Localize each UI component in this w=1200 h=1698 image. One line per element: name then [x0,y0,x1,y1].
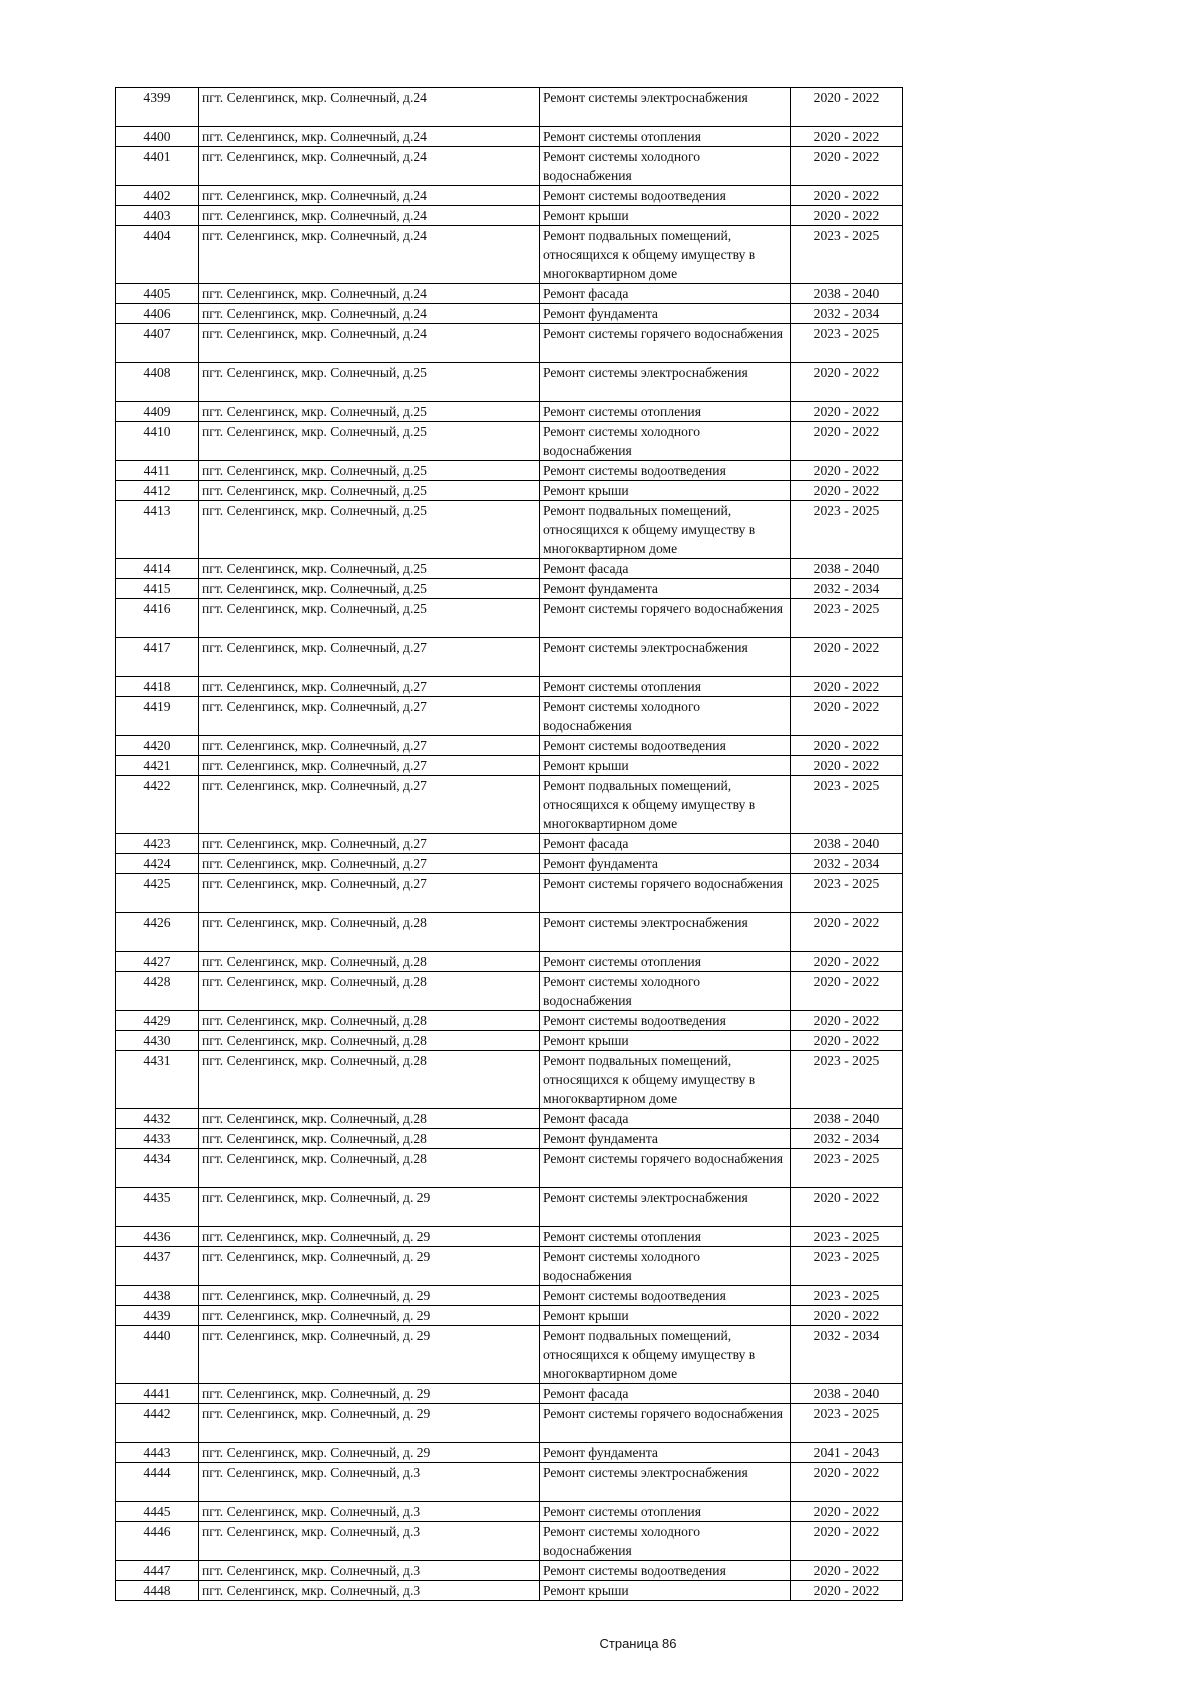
row-address: пгт. Селенгинск, мкр. Солнечный, д.27 [199,834,540,854]
row-number: 4419 [116,697,199,736]
row-work-type: Ремонт фундамента [540,854,791,874]
row-period: 2032 - 2034 [791,304,903,324]
row-address: пгт. Селенгинск, мкр. Солнечный, д.25 [199,481,540,501]
row-number: 4405 [116,284,199,304]
row-number: 4399 [116,88,199,127]
table-row [116,579,903,599]
row-work-type: Ремонт системы горячего водоснабжения [540,1149,791,1188]
row-work-type: Ремонт системы водоотведения [540,1286,791,1306]
row-period: 2023 - 2025 [791,1149,903,1188]
row-number: 4416 [116,599,199,638]
table-row [116,1011,903,1031]
row-work-type: Ремонт фасада [540,559,791,579]
table-row [116,913,903,952]
table-row [116,422,903,461]
table-row [116,186,903,206]
row-address: пгт. Селенгинск, мкр. Солнечный, д.24 [199,127,540,147]
row-period: 2020 - 2022 [791,736,903,756]
row-work-type: Ремонт системы горячего водоснабжения [540,1404,791,1443]
row-address: пгт. Селенгинск, мкр. Солнечный, д.24 [199,304,540,324]
row-address: пгт. Селенгинск, мкр. Солнечный, д.27 [199,874,540,913]
table-row [116,1188,903,1227]
row-number: 4401 [116,147,199,186]
row-work-type: Ремонт фундамента [540,1443,791,1463]
row-number: 4417 [116,638,199,677]
row-work-type: Ремонт подвальных помещений, относящихся к общему имуществу в многоквартирном доме [540,226,791,284]
row-address: пгт. Селенгинск, мкр. Солнечный, д.28 [199,952,540,972]
row-number: 4445 [116,1502,199,1522]
table-row [116,127,903,147]
row-number: 4429 [116,1011,199,1031]
row-address: пгт. Селенгинск, мкр. Солнечный, д.24 [199,186,540,206]
row-work-type: Ремонт фасада [540,284,791,304]
row-period: 2038 - 2040 [791,559,903,579]
row-work-type: Ремонт фундамента [540,304,791,324]
row-number: 4423 [116,834,199,854]
row-address: пгт. Селенгинск, мкр. Солнечный, д.25 [199,579,540,599]
row-number: 4430 [116,1031,199,1051]
row-address: пгт. Селенгинск, мкр. Солнечный, д.3 [199,1463,540,1502]
row-work-type: Ремонт крыши [540,1581,791,1601]
row-work-type: Ремонт системы холодного водоснабжения [540,972,791,1011]
row-work-type: Ремонт системы отопления [540,1227,791,1247]
row-work-type: Ремонт системы водоотведения [540,1561,791,1581]
table-row [116,874,903,913]
row-address: пгт. Селенгинск, мкр. Солнечный, д.25 [199,363,540,402]
table-row [116,736,903,756]
row-work-type: Ремонт крыши [540,1031,791,1051]
row-period: 2020 - 2022 [791,88,903,127]
row-period: 2038 - 2040 [791,1384,903,1404]
table-row [116,1404,903,1443]
row-number: 4422 [116,776,199,834]
row-period: 2023 - 2025 [791,1051,903,1109]
row-number: 4426 [116,913,199,952]
row-work-type: Ремонт системы горячего водоснабжения [540,874,791,913]
row-address: пгт. Селенгинск, мкр. Солнечный, д.24 [199,284,540,304]
row-number: 4439 [116,1306,199,1326]
table-row [116,206,903,226]
row-number: 4431 [116,1051,199,1109]
row-number: 4410 [116,422,199,461]
row-period: 2020 - 2022 [791,186,903,206]
table-row [116,284,903,304]
row-number: 4437 [116,1247,199,1286]
table-row [116,147,903,186]
row-period: 2023 - 2025 [791,501,903,559]
row-work-type: Ремонт фасада [540,1109,791,1129]
row-number: 4448 [116,1581,199,1601]
row-number: 4438 [116,1286,199,1306]
table-row [116,1522,903,1561]
row-address: пгт. Селенгинск, мкр. Солнечный, д.28 [199,1031,540,1051]
row-address: пгт. Селенгинск, мкр. Солнечный, д.24 [199,206,540,226]
row-period: 2038 - 2040 [791,1109,903,1129]
table-row [116,834,903,854]
row-period: 2020 - 2022 [791,952,903,972]
row-address: пгт. Селенгинск, мкр. Солнечный, д. 29 [199,1306,540,1326]
row-address: пгт. Селенгинск, мкр. Солнечный, д.3 [199,1502,540,1522]
row-period: 2023 - 2025 [791,226,903,284]
row-work-type: Ремонт системы отопления [540,952,791,972]
row-number: 4404 [116,226,199,284]
row-work-type: Ремонт системы электроснабжения [540,363,791,402]
row-address: пгт. Селенгинск, мкр. Солнечный, д.3 [199,1561,540,1581]
row-number: 4433 [116,1129,199,1149]
row-work-type: Ремонт подвальных помещений, относящихся к общему имуществу в многоквартирном доме [540,1051,791,1109]
row-work-type: Ремонт системы холодного водоснабжения [540,422,791,461]
table-row [116,461,903,481]
table-row [116,756,903,776]
row-address: пгт. Селенгинск, мкр. Солнечный, д.27 [199,697,540,736]
row-period: 2023 - 2025 [791,1247,903,1286]
row-address: пгт. Селенгинск, мкр. Солнечный, д.3 [199,1522,540,1561]
row-address: пгт. Селенгинск, мкр. Солнечный, д.28 [199,972,540,1011]
row-number: 4400 [116,127,199,147]
row-period: 2020 - 2022 [791,756,903,776]
table-row [116,1326,903,1384]
table-row [116,1581,903,1601]
row-work-type: Ремонт системы электроснабжения [540,88,791,127]
row-address: пгт. Селенгинск, мкр. Солнечный, д.27 [199,638,540,677]
row-work-type: Ремонт системы отопления [540,677,791,697]
row-address: пгт. Селенгинск, мкр. Солнечный, д.28 [199,1011,540,1031]
table-row [116,697,903,736]
table-row [116,1149,903,1188]
table-row [116,1463,903,1502]
row-address: пгт. Селенгинск, мкр. Солнечный, д.24 [199,226,540,284]
row-address: пгт. Селенгинск, мкр. Солнечный, д.25 [199,599,540,638]
row-number: 4415 [116,579,199,599]
row-number: 4428 [116,972,199,1011]
row-work-type: Ремонт системы водоотведения [540,461,791,481]
row-address: пгт. Селенгинск, мкр. Солнечный, д.24 [199,147,540,186]
row-number: 4403 [116,206,199,226]
table-row [116,1247,903,1286]
row-address: пгт. Селенгинск, мкр. Солнечный, д.24 [199,324,540,363]
row-period: 2020 - 2022 [791,972,903,1011]
row-work-type: Ремонт системы электроснабжения [540,1188,791,1227]
table-row [116,501,903,559]
row-number: 4421 [116,756,199,776]
table-row [116,1561,903,1581]
table-row [116,1227,903,1247]
row-period: 2020 - 2022 [791,461,903,481]
row-address: пгт. Селенгинск, мкр. Солнечный, д. 29 [199,1286,540,1306]
row-address: пгт. Селенгинск, мкр. Солнечный, д. 29 [199,1247,540,1286]
row-address: пгт. Селенгинск, мкр. Солнечный, д.25 [199,501,540,559]
table-row [116,776,903,834]
table-row [116,1051,903,1109]
row-work-type: Ремонт системы холодного водоснабжения [540,1247,791,1286]
row-period: 2020 - 2022 [791,1581,903,1601]
table-row [116,972,903,1011]
row-number: 4444 [116,1463,199,1502]
row-period: 2020 - 2022 [791,127,903,147]
row-number: 4427 [116,952,199,972]
table-row [116,1443,903,1463]
row-work-type: Ремонт крыши [540,756,791,776]
row-period: 2023 - 2025 [791,874,903,913]
row-period: 2020 - 2022 [791,422,903,461]
table-row [116,304,903,324]
row-number: 4411 [116,461,199,481]
row-work-type: Ремонт подвальных помещений, относящихся к общему имуществу в многоквартирном доме [540,501,791,559]
row-work-type: Ремонт системы электроснабжения [540,913,791,952]
row-work-type: Ремонт системы отопления [540,1502,791,1522]
row-address: пгт. Селенгинск, мкр. Солнечный, д.25 [199,461,540,481]
row-period: 2032 - 2034 [791,854,903,874]
table-row [116,1031,903,1051]
row-address: пгт. Селенгинск, мкр. Солнечный, д.25 [199,559,540,579]
table-row [116,854,903,874]
row-work-type: Ремонт подвальных помещений, относящихся к общему имуществу в многоквартирном доме [540,1326,791,1384]
table-row [116,1109,903,1129]
row-address: пгт. Селенгинск, мкр. Солнечный, д.3 [199,1581,540,1601]
row-address: пгт. Селенгинск, мкр. Солнечный, д.25 [199,402,540,422]
row-period: 2038 - 2040 [791,834,903,854]
row-number: 4412 [116,481,199,501]
row-period: 2020 - 2022 [791,1188,903,1227]
row-address: пгт. Селенгинск, мкр. Солнечный, д.28 [199,1149,540,1188]
table-row [116,363,903,402]
table-body [116,88,903,1601]
row-period: 2023 - 2025 [791,1227,903,1247]
row-number: 4443 [116,1443,199,1463]
row-address: пгт. Селенгинск, мкр. Солнечный, д.27 [199,736,540,756]
row-period: 2020 - 2022 [791,363,903,402]
row-work-type: Ремонт системы холодного водоснабжения [540,1522,791,1561]
table-row [116,88,903,127]
row-work-type: Ремонт системы электроснабжения [540,1463,791,1502]
row-work-type: Ремонт системы горячего водоснабжения [540,324,791,363]
row-number: 4447 [116,1561,199,1581]
table-row [116,1129,903,1149]
row-period: 2020 - 2022 [791,913,903,952]
row-work-type: Ремонт системы горячего водоснабжения [540,599,791,638]
row-period: 2020 - 2022 [791,481,903,501]
row-period: 2038 - 2040 [791,284,903,304]
row-period: 2023 - 2025 [791,776,903,834]
row-number: 4409 [116,402,199,422]
row-period: 2020 - 2022 [791,1502,903,1522]
row-number: 4432 [116,1109,199,1129]
row-period: 2020 - 2022 [791,402,903,422]
row-work-type: Ремонт системы водоотведения [540,736,791,756]
table-row [116,559,903,579]
row-number: 4402 [116,186,199,206]
row-period: 2032 - 2034 [791,579,903,599]
row-period: 2020 - 2022 [791,1561,903,1581]
row-number: 4418 [116,677,199,697]
row-number: 4414 [116,559,199,579]
row-number: 4435 [116,1188,199,1227]
row-period: 2020 - 2022 [791,206,903,226]
row-work-type: Ремонт фундамента [540,579,791,599]
row-address: пгт. Селенгинск, мкр. Солнечный, д.27 [199,677,540,697]
row-number: 4420 [116,736,199,756]
row-work-type: Ремонт системы отопления [540,127,791,147]
row-address: пгт. Селенгинск, мкр. Солнечный, д.28 [199,913,540,952]
row-period: 2020 - 2022 [791,1011,903,1031]
row-number: 4434 [116,1149,199,1188]
table-row [116,1286,903,1306]
row-address: пгт. Селенгинск, мкр. Солнечный, д. 29 [199,1443,540,1463]
row-period: 2020 - 2022 [791,147,903,186]
row-address: пгт. Селенгинск, мкр. Солнечный, д.25 [199,422,540,461]
row-work-type: Ремонт подвальных помещений, относящихся к общему имуществу в многоквартирном доме [540,776,791,834]
row-work-type: Ремонт фундамента [540,1129,791,1149]
row-address: пгт. Селенгинск, мкр. Солнечный, д.28 [199,1109,540,1129]
page-number: Страница 86 [599,1636,677,1651]
row-address: пгт. Селенгинск, мкр. Солнечный, д.27 [199,776,540,834]
row-number: 4441 [116,1384,199,1404]
row-period: 2020 - 2022 [791,1031,903,1051]
row-work-type: Ремонт системы холодного водоснабжения [540,697,791,736]
table-row [116,677,903,697]
row-number: 4406 [116,304,199,324]
row-number: 4408 [116,363,199,402]
row-work-type: Ремонт системы отопления [540,402,791,422]
table-row [116,402,903,422]
row-address: пгт. Селенгинск, мкр. Солнечный, д. 29 [199,1404,540,1443]
table-row [116,599,903,638]
repair-schedule-table [115,87,903,1601]
row-number: 4424 [116,854,199,874]
table-row [116,324,903,363]
row-period: 2041 - 2043 [791,1443,903,1463]
row-period: 2023 - 2025 [791,324,903,363]
row-address: пгт. Селенгинск, мкр. Солнечный, д. 29 [199,1384,540,1404]
row-work-type: Ремонт фасада [540,834,791,854]
row-address: пгт. Селенгинск, мкр. Солнечный, д.27 [199,854,540,874]
row-work-type: Ремонт системы холодного водоснабжения [540,147,791,186]
row-period: 2020 - 2022 [791,697,903,736]
table-row [116,481,903,501]
row-address: пгт. Селенгинск, мкр. Солнечный, д.24 [199,88,540,127]
row-work-type: Ремонт крыши [540,481,791,501]
row-number: 4436 [116,1227,199,1247]
row-period: 2020 - 2022 [791,1463,903,1502]
row-period: 2032 - 2034 [791,1326,903,1384]
table-row [116,1384,903,1404]
row-address: пгт. Селенгинск, мкр. Солнечный, д.28 [199,1051,540,1109]
row-number: 4446 [116,1522,199,1561]
row-address: пгт. Селенгинск, мкр. Солнечный, д. 29 [199,1188,540,1227]
row-period: 2020 - 2022 [791,1306,903,1326]
row-address: пгт. Селенгинск, мкр. Солнечный, д. 29 [199,1326,540,1384]
row-period: 2020 - 2022 [791,1522,903,1561]
row-work-type: Ремонт системы водоотведения [540,1011,791,1031]
row-period: 2020 - 2022 [791,677,903,697]
row-number: 4442 [116,1404,199,1443]
table-row [116,1306,903,1326]
row-number: 4413 [116,501,199,559]
row-address: пгт. Селенгинск, мкр. Солнечный, д.28 [199,1129,540,1149]
row-work-type: Ремонт крыши [540,206,791,226]
table-row [116,226,903,284]
row-address: пгт. Селенгинск, мкр. Солнечный, д.27 [199,756,540,776]
row-period: 2032 - 2034 [791,1129,903,1149]
row-period: 2023 - 2025 [791,1286,903,1306]
row-number: 4425 [116,874,199,913]
table-row [116,1502,903,1522]
row-address: пгт. Селенгинск, мкр. Солнечный, д. 29 [199,1227,540,1247]
row-number: 4440 [116,1326,199,1384]
row-work-type: Ремонт системы электроснабжения [540,638,791,677]
row-number: 4407 [116,324,199,363]
row-period: 2023 - 2025 [791,1404,903,1443]
row-work-type: Ремонт крыши [540,1306,791,1326]
row-work-type: Ремонт системы водоотведения [540,186,791,206]
row-period: 2020 - 2022 [791,638,903,677]
row-work-type: Ремонт фасада [540,1384,791,1404]
row-period: 2023 - 2025 [791,599,903,638]
table-row [116,638,903,677]
table-row [116,952,903,972]
